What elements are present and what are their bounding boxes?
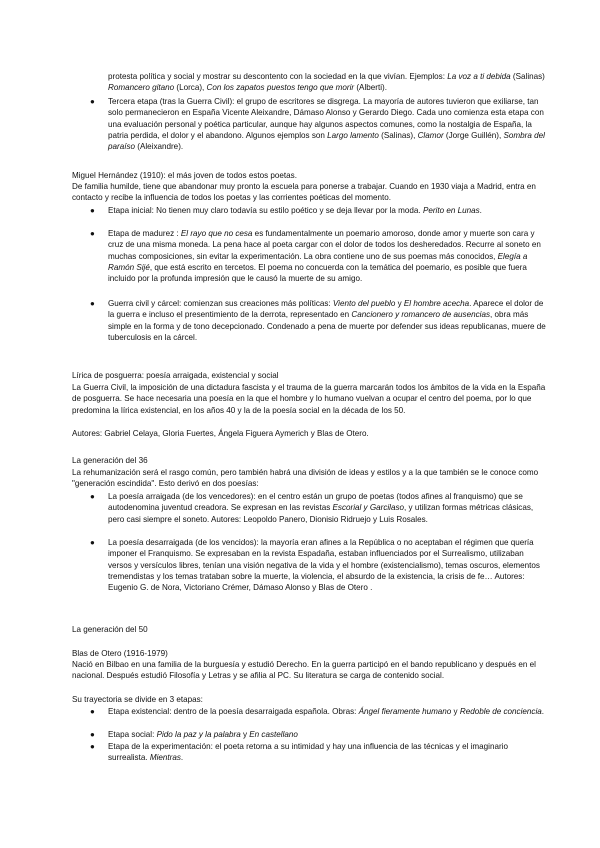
bullet-tercera-etapa: ● Tercera etapa (tras la Guerra Civil): el grupo de escritores se disgrega. La mayoría de autores tuvieron que exiliarse, tan solo permanecieron en España Vicente Aleixandre, Dámaso Alonso y Gerardo Diego. Cada uno comienza esta etapa con una evaluación personal y poética particular, aunque hay algunos aspectos comunes, como la nostalgia de España, la patria perdida, el dolor y el abandono. Algunos ejemplos son Largo lamento (Salinas), Clamor (Jorge Guillén), Sombra del paraíso (Aleixandre).: [90, 97, 545, 152]
bullet-dot-icon: ●: [90, 206, 95, 215]
heading-lirica-posguerra: Lírica de posguerra: poesía arraigada, existencial y social: [72, 371, 279, 380]
paragraph-lirica-body: La Guerra Civil, la imposición de una dictadura fascista y el trauma de la guerra marcarán todos los ámbitos de la vida en la España de posguerra. Se hace necesaria una poesía en la que el hombre y lo humano vuelvan a ocupar el centro del poema, por lo que predomina la lírica existencial, en los años 40 y la de la poesía social en la década de los 50.: [72, 383, 546, 415]
bullet-etapa-madurez: ● Etapa de madurez : El rayo que no cesa es fundamentalmente un poemario amoroso, donde amor y muerte son cara y cruz de una misma moneda. La pena hace al poeta cargar con el dolor de todos los desheredados. Recurre al soneto en muchas composiciones, sin evitar la experimentación. La obra contiene uno de sus poemas más conocidos, Elegía a Ramón Sijé, que está escrito en tercetos. El poema no concuerda con la temática del poemario, es posible que fuera incluido por la profunda impresión que le causó la muerte de su amigo.: [90, 229, 541, 284]
heading-generacion-50: La generación del 50: [72, 625, 148, 634]
bullet-dot-icon: ●: [90, 492, 95, 501]
bullet-poesia-arraigada: ● La poesía arraigada (de los vencedores): en el centro están un grupo de poetas (todos afines al franquismo) que se autodenomina juventud creadora. Se expresan en las revistas Escorial y Garcilaso, y utilizan formas métricas clásicas, pero casi siempre el soneto. Autores: Leopoldo Panero, Dionisio Ridruejo y Luis Rosales.: [90, 492, 534, 524]
bullet-dot-icon: ●: [90, 299, 95, 308]
bullet-guerra-civil: ● Guerra civil y cárcel: comienzan sus creaciones más políticas: Viento del pueblo y El hombre acecha. Aparece el dolor de la guerra e incluso el presentimiento de la derrota, representado en Cancionero y romancero de ausencias, obra más simple en la forma y de tono decepcionado. Condenado a pena de muerte por defender sus ideas republicanas, muere de tuberculosis en la cárcel.: [90, 299, 546, 342]
bullet-etapa-experimentacion: ● Etapa de la experimentación: el poeta retorna a su intimidad y hay una influencia de las técnicas y el imaginario surrealista. Mientras.: [90, 742, 508, 763]
paragraph-blas-body: Nació en Bilbao en una familia de la burguesía y estudió Derecho. En la guerra participó en el bando republicano y después en el nacional. Después estudió Filosofía y Letras y se afilia al PC. Su literatura se carga de contenido social.: [72, 660, 536, 681]
bullet-dot-icon: ●: [90, 229, 95, 238]
bullet-poesia-desarraigada: ● La poesía desarraigada (de los vencidos): la mayoría eran afines a la República o no aceptaban el régimen que quería imponer el Franquismo. Se expresaban en la revista Espadaña, estaban influenciados por el Surrealismo, utilizaban versos y versículos libres, tenían una visión negativa de la vida y el hombre (existencialismo), temas oscuros, elementos tremendistas y los temas trataban sobre la muerte, la violencia, el absurdo de la existencia, la crisis de fe… Autores: Eugenio G. de Nora, Victoriano Crémer, Dámaso Alonso y Blas de Otero .: [90, 538, 540, 593]
bullet-etapa-inicial: ● Etapa inicial: No tienen muy claro todavía su estilo poético y se deja llevar por la moda. Perito en Lunas.: [90, 206, 482, 215]
bullet-etapa-social: ● Etapa social: Pido la paz y la palabra y En castellano: [90, 730, 298, 739]
paragraph-blas-trayectoria: Su trayectoria se divide en 3 etapas:: [72, 695, 203, 704]
bullet-dot-icon: ●: [90, 742, 95, 751]
bullet-dot-icon: ●: [90, 730, 95, 739]
paragraph-continuation: protesta política y social y mostrar su descontento con la sociedad en la que vivían. Ejemplos: La voz a ti debida (Salinas) Romancero gitano (Lorca), Con los zapatos puestos tengo que morir (Alberti).: [108, 72, 545, 93]
paragraph-miguel-intro: De familia humilde, tiene que abandonar muy pronto la escuela para ponerse a trabajar. Cuando en 1930 viaja a Madrid, entra en contacto y recibe la influencia de todos los poetas y las corrientes poéticas del momento.: [72, 182, 536, 203]
heading-miguel-hernandez: Miguel Hernández (1910): el más joven de todos estos poetas.: [72, 171, 297, 180]
paragraph-gen36-body: La rehumanización será el rasgo común, pero también habrá una división de ideas y estilos y a la que también se le conoce como "generación escindida". Esto derivó en dos poesías:: [72, 468, 539, 489]
heading-generacion-36: La generación del 36: [72, 456, 148, 465]
bullet-dot-icon: ●: [90, 97, 95, 106]
bullet-dot-icon: ●: [90, 707, 95, 716]
heading-blas-de-otero: Blas de Otero (1916-1979): [72, 649, 168, 658]
bullet-dot-icon: ●: [90, 538, 95, 547]
paragraph-lirica-autores: Autores: Gabriel Celaya, Gloria Fuertes, Ángela Figuera Aymerich y Blas de Otero.: [72, 429, 369, 438]
bullet-etapa-existencial: ● Etapa existencial: dentro de la poesía desarraigada española. Obras: Ángel fieramente humano y Redoble de conciencia.: [90, 707, 545, 716]
